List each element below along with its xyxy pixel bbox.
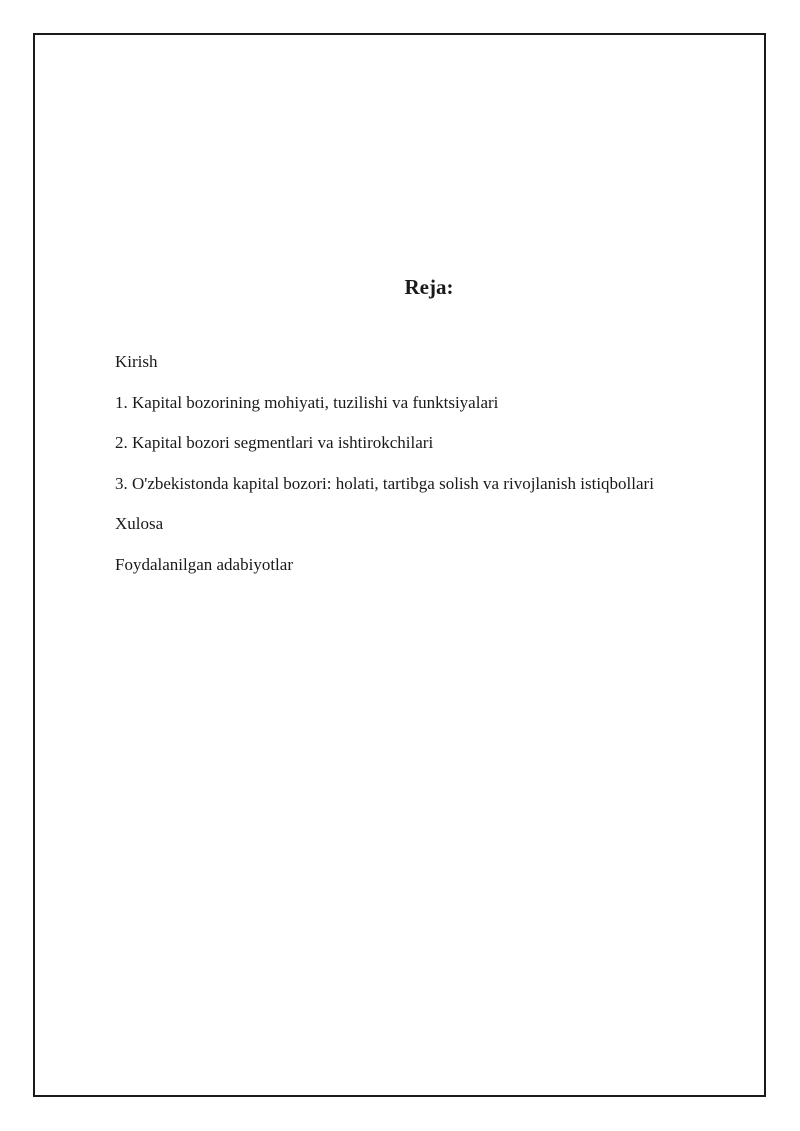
plan-item-introduction: Kirish	[115, 352, 158, 371]
plan-item-conclusion: Xulosa	[115, 514, 164, 534]
plan-item-references: Foydalanilgan adabiyotlar	[115, 554, 293, 574]
plan-list	[115, 351, 654, 595]
plan-item-chapter-2: 2. Kapital bozori segmentlari va ishtirokchilari	[115, 433, 434, 453]
plan-item-chapter-3: 3. O'zbekistonda kapital bozori: holati, tartibga solish va rivojlanish istiqbollari	[115, 473, 654, 493]
plan-item-chapter-1: 1. Kapital bozorining mohiyati, tuzilishi va funktsiyalari	[115, 392, 499, 412]
page-title: Reja:	[404, 275, 454, 299]
